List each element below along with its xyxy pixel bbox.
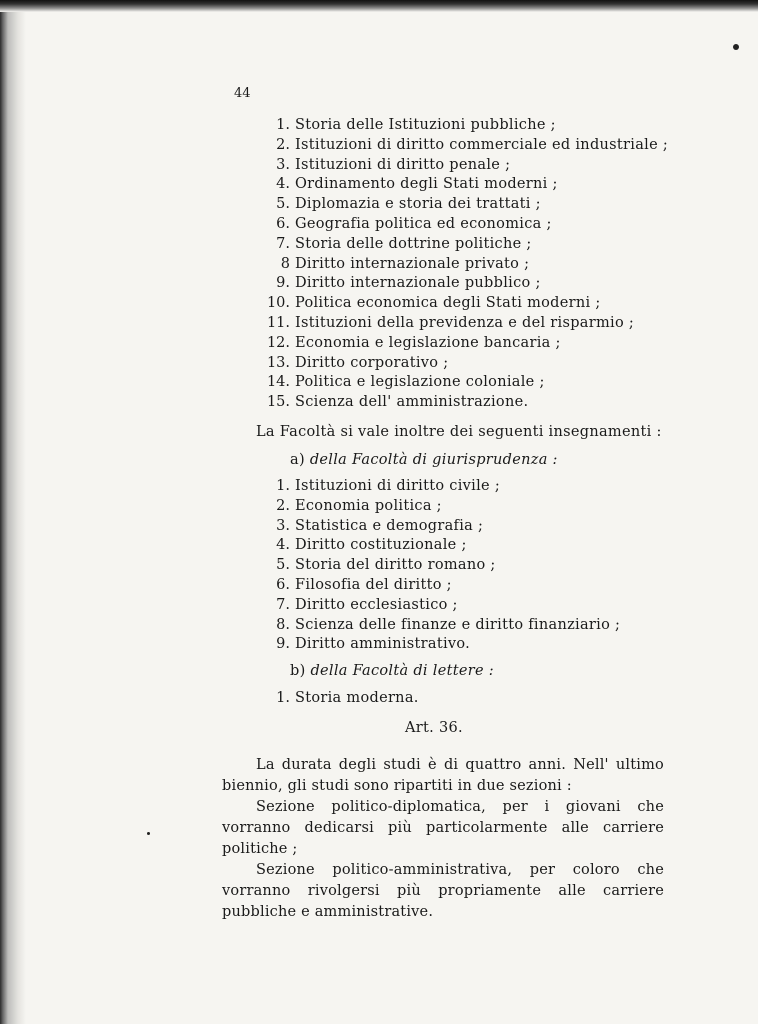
section-b-heading [290,663,494,679]
list-item-number: 4. [276,176,290,193]
section-b-prefix: b) [290,663,306,679]
list-item [258,334,668,354]
list-item-text: Ordinamento degli Stati moderni ; [295,176,558,193]
list-item-text: Scienza delle finanze e diritto finanziario ; [295,616,621,633]
scan-speck [147,832,150,835]
article-heading: Art. 36. [405,720,463,736]
list-item-number: 6. [276,215,290,232]
list-item [258,215,668,235]
list-item-number: 5. [276,557,290,574]
course-list-main [258,116,668,413]
list-item [258,689,419,709]
list-item-number: 3. [276,517,290,534]
list-item-text: Statistica e demografia ; [295,517,484,534]
list-item [258,517,620,537]
page-number: 44 [234,86,251,101]
list-item [258,536,620,556]
list-item [258,175,668,195]
list-item-text: Istituzioni di diritto civile ; [295,478,501,494]
list-item [258,373,668,393]
list-item-number: 14. [266,374,290,391]
list-item-number: 9. [276,636,290,653]
list-item-text: Storia delle Istituzioni pubbliche ; [295,117,556,133]
scan-top-edge [0,0,758,12]
list-item-number: 2. [276,136,290,153]
scan-left-edge [0,0,26,1024]
list-item [258,294,668,314]
list-item [258,556,620,576]
list-item-text: Storia delle dottrine politiche ; [295,235,532,252]
list-item [258,616,620,636]
list-item-text: Diplomazia e storia dei trattati ; [295,196,541,213]
list-item-text: Storia del diritto romano ; [295,557,496,574]
paragraph-3: Sezione politico-amministrativa, per coloro che vorranno rivolgersi più propriamente alle carriere pubbliche e amministrative. [222,862,664,920]
list-item-text: Diritto corporativo ; [295,354,449,371]
list-item-text: Geografia politica ed economica ; [295,215,552,232]
list-item [258,255,668,275]
list-item-text: Filosofia del diritto ; [295,576,452,593]
list-item [258,136,668,156]
course-list-giurisprudenza [258,477,620,655]
list-item-number: 3. [276,156,290,173]
list-item [258,393,668,413]
list-item-number: 1. [276,117,290,133]
list-item [258,576,620,596]
list-item-text: Istituzioni di diritto commerciale ed industriale ; [295,136,669,153]
list-item-text: Istituzioni della previdenza e del risparmio ; [295,314,635,331]
list-item [258,235,668,255]
list-item-text: Diritto ecclesiastico ; [295,596,458,613]
list-item [258,635,620,655]
list-item [258,497,620,517]
list-item-number: 5. [276,196,290,213]
list-item-text: Diritto internazionale pubblico ; [295,275,541,292]
list-item [258,195,668,215]
list-item-number: 8 [280,255,290,272]
scan-speck [733,44,739,50]
list-item [258,156,668,176]
list-item-text: Politica e legislazione coloniale ; [295,374,545,391]
list-item [258,354,668,374]
intro-line: La Facoltà si vale inoltre dei seguenti insegnamenti : [256,424,662,440]
list-item-text: Scienza dell' amministrazione. [295,394,529,411]
list-item-text: Istituzioni di diritto penale ; [295,156,511,173]
paragraph-1: La durata degli studi è di quattro anni. Nell' ultimo biennio, gli studi sono ripartiti in due sezioni : [222,757,664,794]
list-item-number: 7. [276,596,290,613]
list-item-text: Politica economica degli Stati moderni ; [295,295,601,312]
section-a-prefix: a) [290,452,305,468]
list-item-text: Diritto internazionale privato ; [295,255,530,272]
list-item-number: 15. [266,394,290,411]
list-item-number: 2. [276,497,290,514]
list-item-number: 1. [276,690,290,706]
section-a-heading [290,452,558,468]
course-list-lettere [258,689,419,709]
list-item-text: Diritto amministrativo. [295,636,471,653]
list-item [258,314,668,334]
list-item-text: Economia politica ; [295,497,442,514]
section-b-title: della Facoltà di lettere : [310,663,494,679]
list-item-number: 7. [276,235,290,252]
list-item [258,477,620,497]
list-item [258,596,620,616]
list-item-number: 13. [266,354,290,371]
list-item-number: 12. [266,334,290,351]
list-item [258,116,668,136]
list-item [258,274,668,294]
list-item-text: Diritto costituzionale ; [295,537,467,554]
list-item-number: 4. [276,537,290,554]
section-a-title: della Facoltà di giurisprudenza : [309,452,558,468]
list-item-number: 9. [276,275,290,292]
list-item-number: 8. [276,616,290,633]
list-item-text: Economia e legislazione bancaria ; [295,334,561,351]
list-item-text: Storia moderna. [295,690,419,706]
paragraph-2: Sezione politico-diplomatica, per i giovani che vorranno dedicarsi più particolarmente alle carriere politiche ; [222,799,664,857]
list-item-number: 6. [276,576,290,593]
list-item-number: 11. [266,314,290,331]
list-item-number: 10. [266,295,290,312]
list-item-number: 1. [276,478,290,494]
article-body [222,755,664,923]
